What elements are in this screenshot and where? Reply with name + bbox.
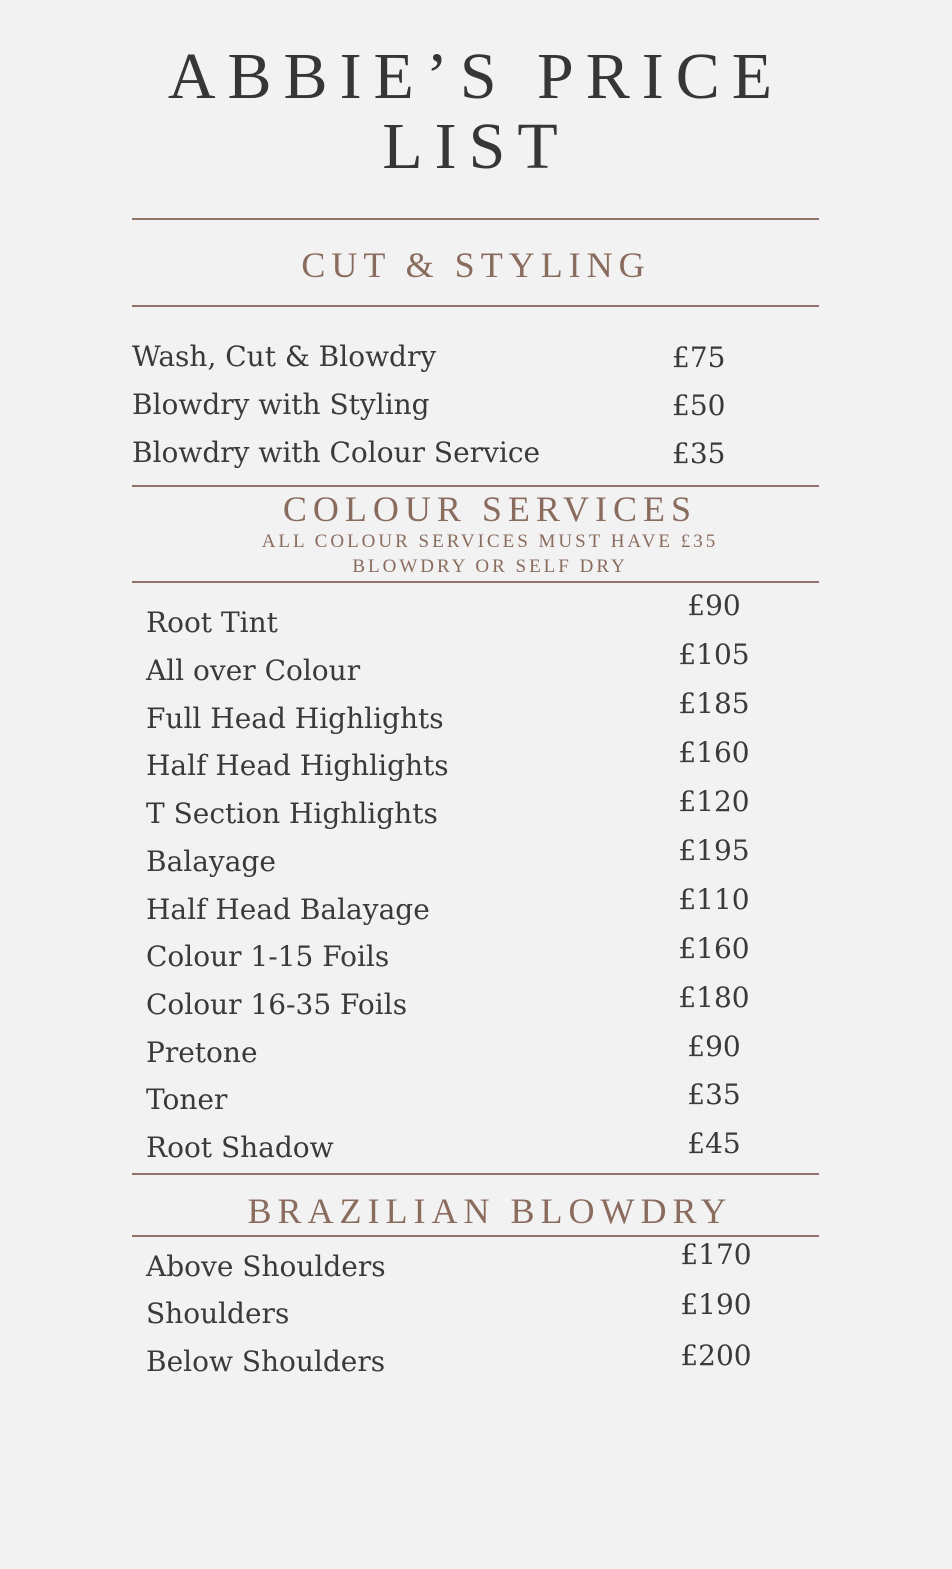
service-name: T Section Highlights xyxy=(146,797,438,830)
service-price: £195 xyxy=(678,834,750,867)
colour-services-note-line-2: BLOWDRY OR SELF DRY xyxy=(352,556,628,577)
service-price: £105 xyxy=(678,638,750,671)
service-name: Colour 1-15 Foils xyxy=(146,940,390,973)
section-heading-cut-styling: CUT & STYLING xyxy=(301,245,651,285)
service-name: Below Shoulders xyxy=(146,1345,386,1378)
service-name: Root Tint xyxy=(146,606,278,639)
service-name: Half Head Highlights xyxy=(146,749,449,782)
divider xyxy=(132,581,819,583)
title-line-2: LIST xyxy=(382,110,570,183)
service-price: £120 xyxy=(678,785,750,818)
service-price: £75 xyxy=(672,341,726,374)
service-name: Colour 16-35 Foils xyxy=(146,988,408,1021)
service-name: Root Shadow xyxy=(146,1131,334,1164)
service-price: £35 xyxy=(687,1078,741,1111)
page-title xyxy=(132,42,820,182)
divider xyxy=(132,218,819,220)
service-price: £200 xyxy=(680,1339,752,1372)
service-name: Pretone xyxy=(146,1036,258,1069)
section-heading-brazilian-blowdry: BRAZILIAN BLOWDRY xyxy=(247,1191,733,1231)
divider xyxy=(132,305,819,307)
divider xyxy=(132,1235,819,1237)
service-price: £185 xyxy=(678,687,750,720)
colour-services-note-line-1: ALL COLOUR SERVICES MUST HAVE £35 xyxy=(261,531,719,552)
service-price: £45 xyxy=(687,1127,741,1160)
service-name: Above Shoulders xyxy=(146,1250,386,1283)
section-heading-colour-services: COLOUR SERVICES xyxy=(282,489,698,529)
title-line-1: ABBIE’S PRICE xyxy=(167,40,785,113)
service-price: £90 xyxy=(687,1030,741,1063)
service-price: £190 xyxy=(680,1288,752,1321)
service-price: £50 xyxy=(672,389,726,422)
divider xyxy=(132,1173,819,1175)
service-name: Shoulders xyxy=(146,1297,290,1330)
service-name: Wash, Cut & Blowdry xyxy=(132,340,437,373)
service-name: Full Head Highlights xyxy=(146,702,444,735)
service-price: £160 xyxy=(678,736,750,769)
service-price: £90 xyxy=(687,589,741,622)
service-name: Blowdry with Colour Service xyxy=(132,436,541,469)
divider xyxy=(132,485,819,487)
service-name: All over Colour xyxy=(146,654,361,687)
service-price: £35 xyxy=(672,437,726,470)
service-price: £180 xyxy=(678,981,750,1014)
service-name: Toner xyxy=(146,1083,228,1116)
service-price: £170 xyxy=(680,1238,752,1271)
service-name: Balayage xyxy=(146,845,276,878)
service-name: Half Head Balayage xyxy=(146,893,430,926)
service-name: Blowdry with Styling xyxy=(132,388,430,421)
service-price: £160 xyxy=(678,932,750,965)
service-price: £110 xyxy=(678,883,750,916)
